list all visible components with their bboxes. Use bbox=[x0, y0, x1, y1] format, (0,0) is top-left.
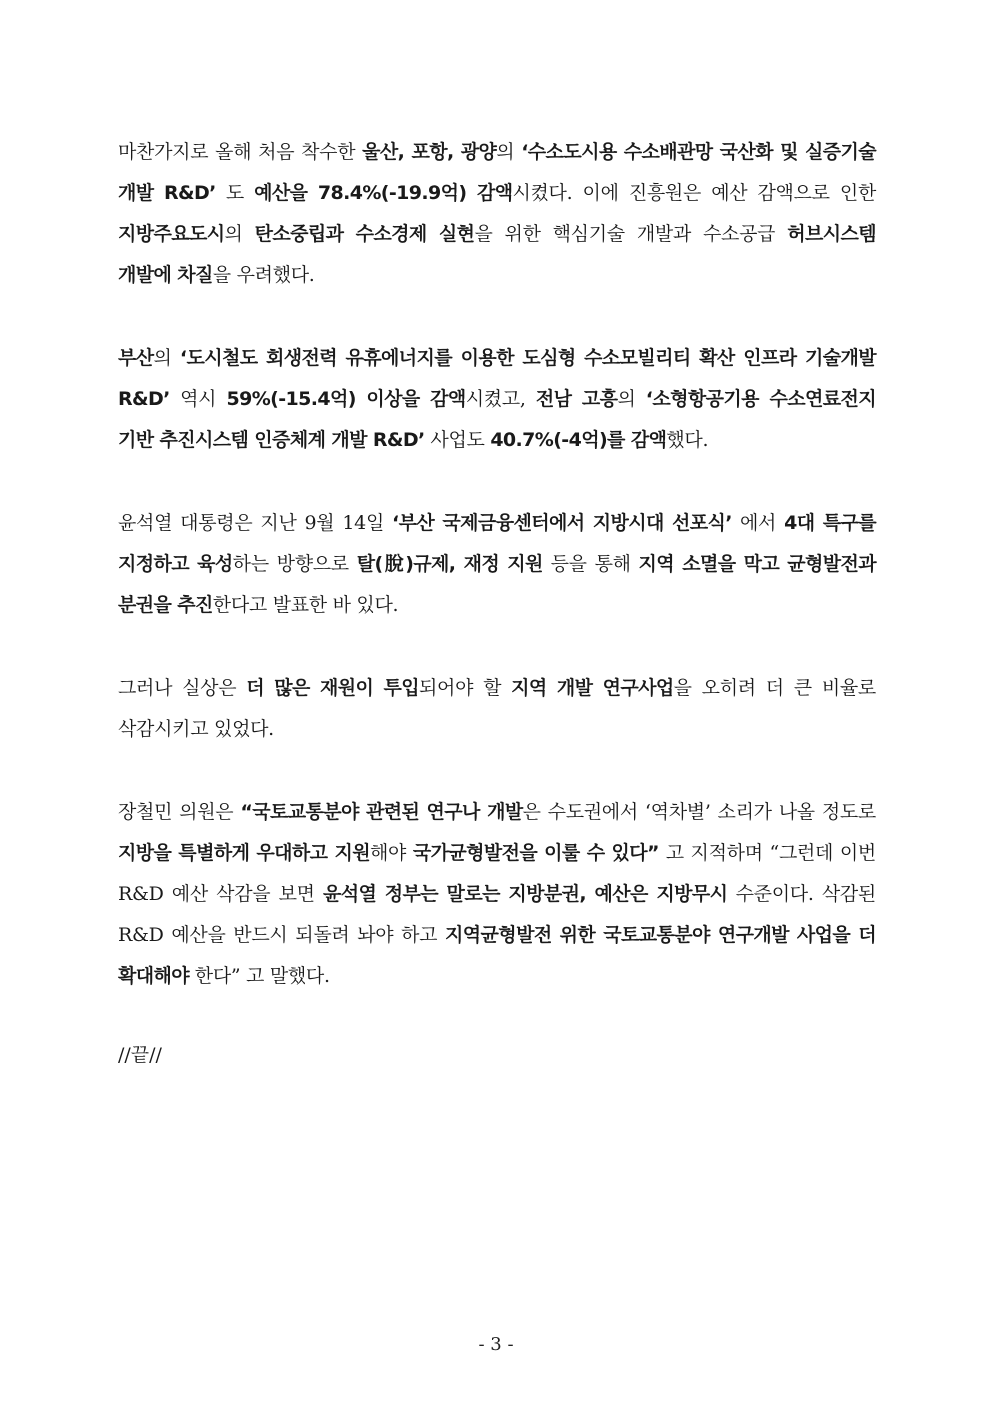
paragraph bbox=[118, 132, 876, 296]
emphasized-text: 59%(-15.4억) 이상을 감액 bbox=[226, 388, 466, 410]
body-text: 했다. bbox=[666, 429, 709, 451]
body-text: 의 bbox=[617, 388, 646, 410]
body-text: 등을 통해 bbox=[542, 553, 639, 575]
emphasized-text: 40.7%(-4억)를 감액 bbox=[490, 429, 667, 451]
body-text: 의 bbox=[224, 223, 255, 245]
end-mark: //끝// bbox=[118, 1044, 162, 1066]
body-text: 한다고 발표한 바 있다. bbox=[212, 594, 399, 616]
document-body bbox=[118, 132, 876, 1076]
body-text: 한다” 고 말했다. bbox=[189, 965, 330, 987]
emphasized-text: ‘도시철도 회생전력 유휴에너지를 이용한 도심형 수소모빌리티 확산 인프라 기술개발 R&D’ bbox=[118, 347, 876, 410]
emphasized-text: 탈(脫)규제, 재정 지원 bbox=[356, 553, 543, 575]
body-text: 되어야 할 bbox=[419, 677, 512, 699]
body-text: 을 오히려 더 큰 비율로 삭감시키고 있었다. bbox=[118, 677, 876, 740]
body-text: 장철민 의원은 bbox=[118, 801, 241, 823]
emphasized-text: 전남 고흥 bbox=[535, 388, 618, 410]
body-text: 은 수도권에서 ‘역차별’ 소리가 나올 정도로 bbox=[522, 801, 876, 823]
emphasized-text: 지역 소멸을 막고 균형발전과 분권을 추진 bbox=[118, 553, 877, 616]
body-text: 사업도 bbox=[424, 429, 491, 451]
emphasized-text: 4대 특구를 지정하고 육성 bbox=[118, 512, 876, 575]
emphasized-text: 지역균형발전 위한 국토교통분야 연구개발 사업을 더 확대해야 bbox=[118, 924, 876, 987]
body-text: 윤석열 대통령은 지난 9월 14일 bbox=[118, 512, 393, 534]
paragraph bbox=[118, 792, 876, 997]
page-number: - 3 - bbox=[478, 1334, 514, 1355]
emphasized-text: 허브시스템 개발에 차질 bbox=[118, 223, 876, 286]
emphasized-text: 국가균형발전을 이룰 수 있다” bbox=[412, 842, 659, 864]
body-text: 도 bbox=[215, 182, 255, 204]
body-text: 의 bbox=[153, 347, 180, 369]
body-text: 시켰고, bbox=[465, 388, 536, 410]
body-text: 을 우려했다. bbox=[212, 264, 315, 286]
body-text: 마찬가지로 올해 처음 착수한 bbox=[118, 141, 363, 163]
emphasized-text: ‘소형항공기용 수소연료전지 기반 추진시스템 인증체계 개발 R&D’ bbox=[118, 388, 876, 451]
emphasized-text: 탄소중립과 수소경제 실현 bbox=[254, 223, 475, 245]
body-text: 해야 bbox=[369, 842, 413, 864]
body-text: 에서 bbox=[731, 512, 785, 534]
emphasized-text: 울산, 포항, 광양 bbox=[362, 141, 497, 163]
paragraph bbox=[118, 503, 876, 626]
emphasized-text: 윤석열 정부는 말로는 지방분권, 예산은 지방무시 bbox=[322, 883, 728, 905]
emphasized-text: ‘부산 국제금융센터에서 지방시대 선포식’ bbox=[392, 512, 732, 534]
body-text: 그러나 실상은 bbox=[118, 677, 247, 699]
body-text: 을 위한 핵심기술 개발과 수소공급 bbox=[474, 223, 788, 245]
emphasized-text: 지방을 특별하게 우대하고 지원 bbox=[118, 842, 370, 864]
emphasized-text: ‘수소도시용 수소배관망 국산화 및 실증기술 개발 R&D’ bbox=[118, 141, 876, 204]
body-text: 의 bbox=[496, 141, 522, 163]
body-text: 수준이다. 삭감된 R&D 예산을 반드시 되돌려 놔야 하고 bbox=[118, 883, 876, 946]
body-text: 시켰다. 이에 진흥원은 예산 감액으로 인한 bbox=[512, 182, 876, 204]
emphasized-text: 지방주요도시 bbox=[118, 223, 225, 245]
body-text: 하는 방향으로 bbox=[232, 553, 357, 575]
emphasized-text: 예산을 78.4%(-19.9억) 감액 bbox=[254, 182, 513, 204]
body-text: 역시 bbox=[169, 388, 227, 410]
emphasized-text: 부산 bbox=[118, 347, 154, 369]
emphasized-text: 지역 개발 연구사업 bbox=[511, 677, 674, 699]
emphasized-text: “국토교통분야 관련된 연구나 개발 bbox=[240, 801, 523, 823]
emphasized-text: 더 많은 재원이 투입 bbox=[246, 677, 419, 699]
paragraph bbox=[118, 338, 876, 461]
body-text: 고 지적하며 “그런데 이번 R&D 예산 삭감을 보면 bbox=[118, 842, 876, 905]
paragraph bbox=[118, 668, 876, 750]
